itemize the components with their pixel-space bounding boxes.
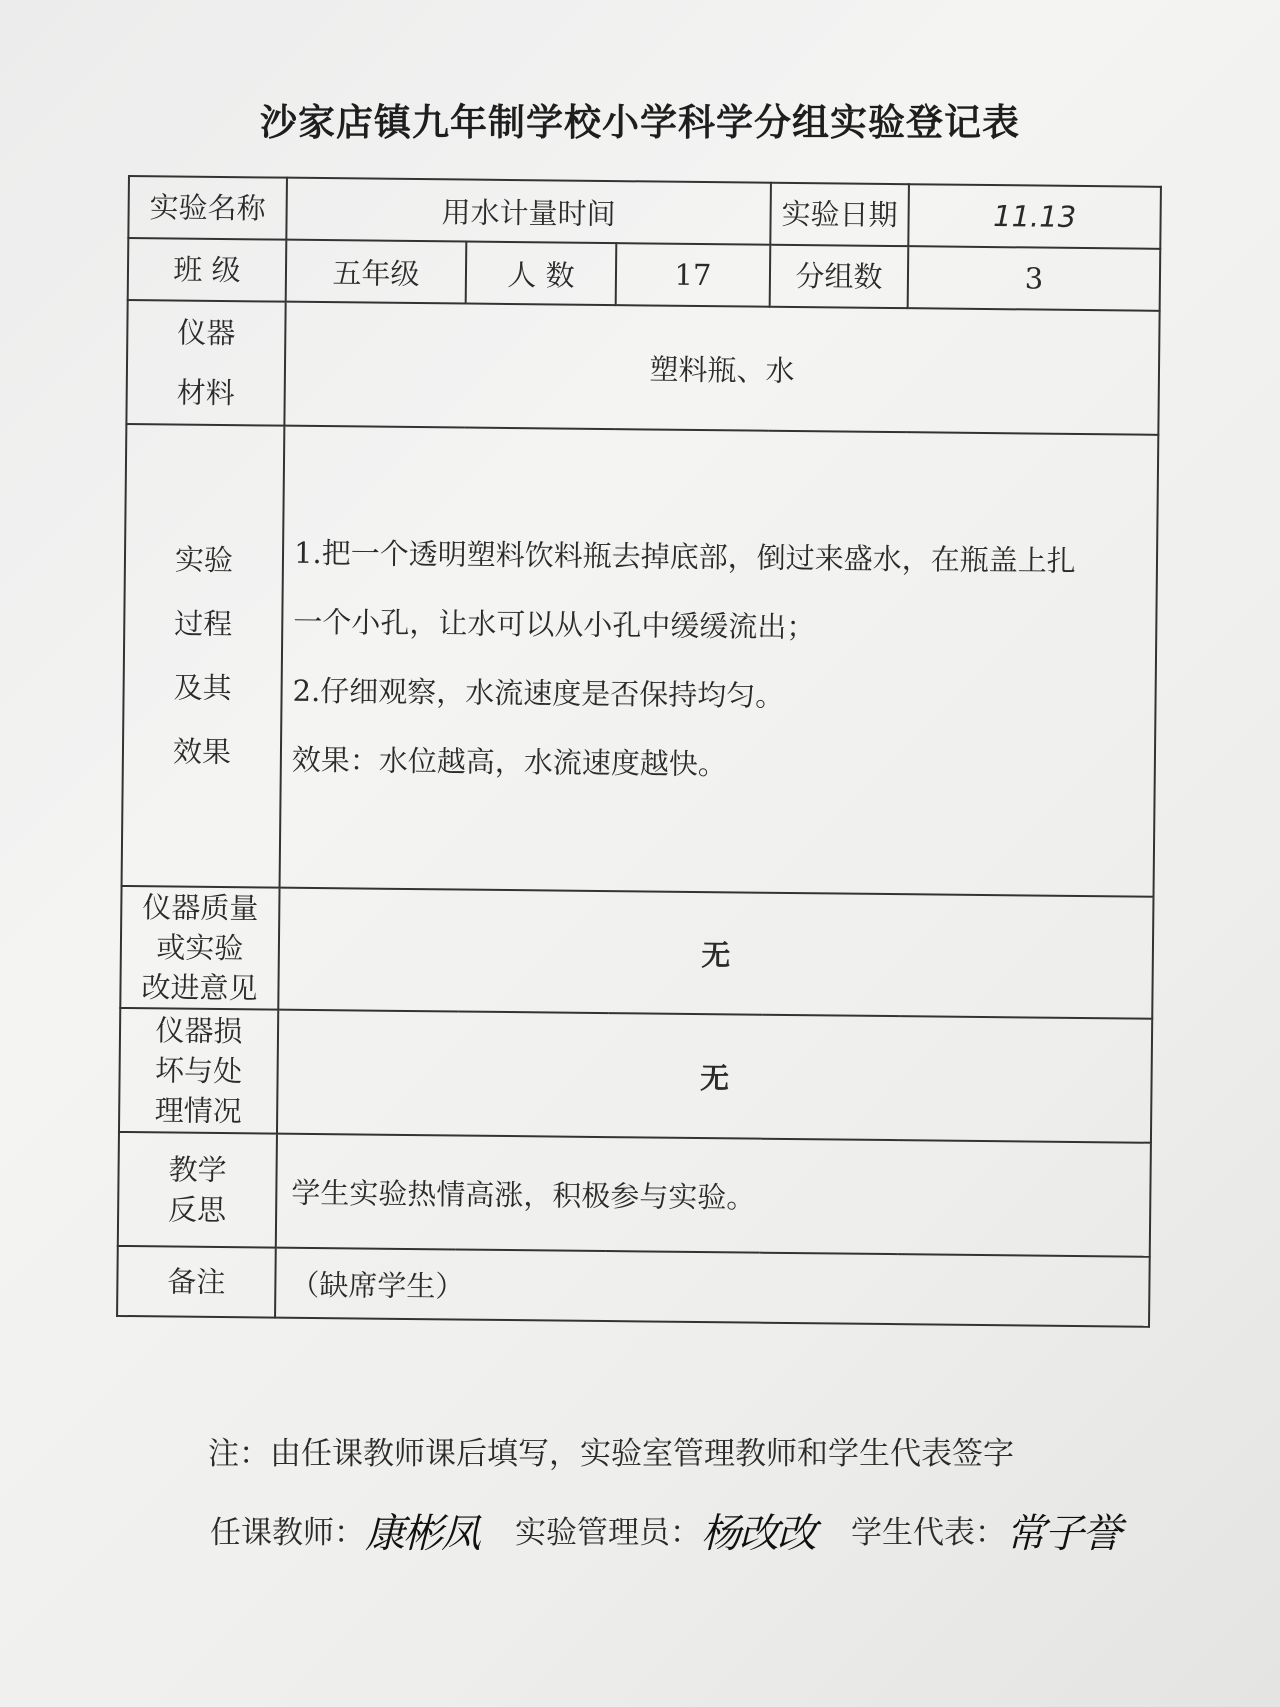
materials-label [126,300,285,426]
footer-note: 注：由任课教师课后填写，实验室管理教师和学生代表签字 [208,1436,1014,1472]
process-label-line: 及其 [173,670,232,706]
student-label: 学生代表： [851,1515,1006,1551]
materials-label-line: 材料 [176,375,235,411]
remarks-value: （缺席学生） [275,1248,1150,1327]
materials-label-line: 仪器 [177,315,236,351]
damage-label [119,1008,278,1134]
reflection-label [118,1132,277,1248]
table-row-materials [126,300,1159,435]
admin-label: 实验管理员： [515,1515,701,1551]
groups-value: 3 [908,246,1161,311]
table-row-quality [120,886,1153,1019]
damage-label-line: 仪器损 [155,1013,243,1049]
signature-row [210,1502,1240,1559]
damage-value: 无 [277,1010,1152,1143]
teacher-signature: 康彬凤 [365,1511,479,1557]
process-line: 效果：水位越高，水流速度越快。 [291,742,728,782]
experiment-date-label: 实验日期 [770,183,909,246]
process-label-line: 实验 [174,542,234,578]
table-row-remarks [117,1246,1150,1327]
process-label [122,424,285,888]
table-row-reflection [118,1132,1151,1257]
reflection-value: 学生实验热情高涨，积极参与实验。 [276,1134,1151,1257]
people-label: 人 数 [466,242,617,306]
process-line: 2.仔细观察，水流速度是否保持均匀。 [292,673,785,713]
experiment-register-table [116,175,1162,1328]
table-row-damage [119,1008,1152,1143]
people-value: 17 [616,243,771,307]
quality-label-line: 改进意见 [141,970,258,1006]
experiment-name-label: 实验名称 [128,176,287,240]
table-row-class-info [128,238,1161,311]
quality-label [120,886,279,1010]
experiment-name-value: 用水计量时间 [286,178,771,245]
damage-label-line: 理情况 [154,1093,242,1129]
class-value: 五年级 [286,240,467,304]
admin-signature: 杨改改 [701,1511,815,1557]
groups-label: 分组数 [770,245,909,308]
teacher-label: 任课教师： [210,1515,365,1551]
page-title: 沙家店镇九年制学校小学科学分组实验登记表 [260,101,1020,144]
reflection-label-line: 反思 [167,1192,227,1228]
table-row-process [122,424,1159,897]
damage-label-line: 坏与处 [154,1053,243,1089]
quality-value: 无 [278,888,1153,1019]
remarks-label: 备注 [117,1246,276,1318]
table-row-name-date [128,176,1161,249]
process-line: 一个小孔，让水可以从小孔中缓缓流出； [293,604,816,645]
quality-label-line: 或实验 [156,930,244,966]
experiment-date-value: 11.13 [908,184,1161,249]
materials-value: 塑料瓶、水 [284,302,1159,435]
process-content [280,426,1159,897]
process-line: 1.把一个透明塑料饮料瓶去掉底部，倒过来盛水，在瓶盖上扎 [293,535,1076,578]
quality-label-line: 仪器质量 [142,890,259,926]
student-signature: 常子誉 [1006,1511,1120,1557]
process-label-line: 效果 [172,734,232,770]
process-label-line: 过程 [174,606,233,642]
class-label: 班 级 [128,238,287,302]
reflection-label-line: 教学 [168,1152,227,1188]
